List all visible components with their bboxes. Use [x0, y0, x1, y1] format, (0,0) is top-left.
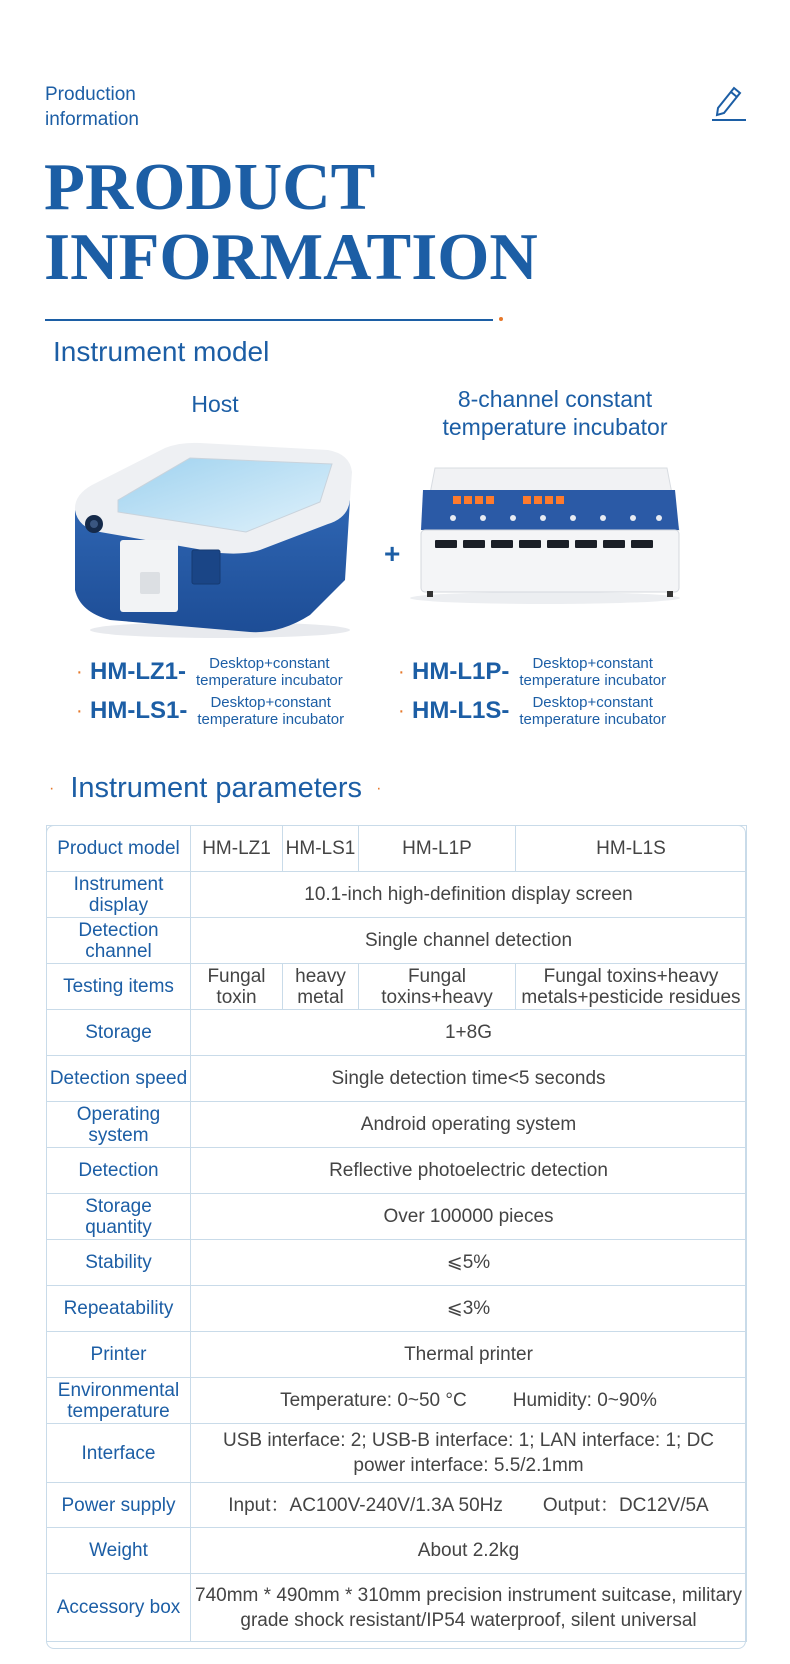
row-label: Power supply [47, 1483, 191, 1528]
label-line: Instrument [73, 873, 164, 895]
bullet-dot: · [76, 660, 83, 683]
table-row [47, 872, 747, 918]
row-label: Detection speed [47, 1056, 191, 1102]
humidity-value: Humidity: 0~90% [512, 1390, 657, 1411]
table-cell: ⩽3% [191, 1286, 747, 1332]
row-label: Printer [47, 1332, 191, 1378]
description-line: Desktop+constant [210, 694, 331, 711]
list-item [76, 655, 343, 689]
plus-sign: + [384, 538, 401, 569]
label-line: system [88, 1124, 149, 1146]
table-row [47, 1378, 747, 1424]
cell-line: toxins+heavy [381, 986, 493, 1008]
title-divider [45, 319, 493, 321]
model-code: HM-L1S- [412, 697, 510, 724]
label-line: Environmental [57, 1379, 180, 1401]
table-cell: 10.1-inch high-definition display screen [191, 872, 747, 918]
row-label: Product model [47, 826, 191, 872]
bullet-dot: · [398, 660, 405, 683]
label-line: channel [85, 940, 152, 962]
title-line-2: INFORMATION [44, 220, 538, 294]
cell-line: Fungal [407, 965, 467, 987]
table-row [47, 1102, 747, 1148]
cell-line: power interface: 5.5/2.1mm [353, 1455, 584, 1476]
power-output: Output：DC12V/5A [542, 1494, 709, 1516]
description-line: temperature incubator [195, 672, 343, 689]
parameters-heading-text: Instrument parameters [70, 772, 363, 804]
page-title [44, 152, 538, 292]
description-line: temperature incubator [519, 711, 667, 728]
table-cell: Over 100000 pieces [191, 1194, 747, 1240]
table-row [47, 1010, 747, 1056]
table-cell [191, 1483, 747, 1528]
table-cell [191, 1378, 747, 1424]
title-line-1: PRODUCT [44, 150, 376, 224]
cell-line: metal [297, 986, 344, 1008]
label-line: Operating [76, 1103, 161, 1125]
row-label: Stability [47, 1240, 191, 1286]
table-row [47, 1240, 747, 1286]
table-cell [359, 964, 516, 1010]
cell-line: 740mm * 490mm * 310mm precision instrument suitcase, military [195, 1584, 742, 1606]
table-cell: ⩽5% [191, 1240, 747, 1286]
table-row [47, 918, 747, 964]
subtitle-line-2: information [45, 109, 139, 130]
cell-line: toxin [216, 986, 257, 1008]
incubator-heading-line-1: 8-channel constant [457, 386, 653, 412]
row-label [47, 872, 191, 918]
bullet-dot: · [398, 699, 405, 722]
cell-line: Fungal toxins+heavy [543, 965, 719, 987]
row-label: Detection [47, 1148, 191, 1194]
divider-dot [499, 317, 503, 321]
table-row [47, 1148, 747, 1194]
row-label: Storage [47, 1010, 191, 1056]
table-row [47, 964, 747, 1010]
instrument-parameters-heading [45, 772, 381, 805]
description-line: Desktop+constant [209, 655, 330, 672]
model-code: HM-LZ1- [90, 658, 186, 685]
row-label: Weight [47, 1528, 191, 1574]
list-item [76, 694, 344, 728]
row-label [47, 1102, 191, 1148]
table-cell: Single detection time<5 seconds [191, 1056, 747, 1102]
description-line: temperature incubator [197, 711, 345, 728]
table-cell: Reflective photoelectric detection [191, 1148, 747, 1194]
cell-line: heavy [295, 965, 346, 987]
temperature-value: Temperature: 0~50 °C [280, 1390, 467, 1411]
table-cell [191, 964, 283, 1010]
table-cell: Thermal printer [191, 1332, 747, 1378]
parameters-table [46, 825, 747, 1642]
incubator-heading [410, 385, 700, 441]
model-description [519, 694, 666, 728]
table-cell: Android operating system [191, 1102, 747, 1148]
incubator-heading-line-2: temperature incubator [442, 414, 668, 440]
row-label: Testing items [47, 964, 191, 1010]
table-cell: HM-LS1 [283, 826, 359, 872]
label-line: Storage [85, 1195, 152, 1217]
table-row [47, 1332, 747, 1378]
cell-line: Fungal [207, 965, 266, 987]
table-row [47, 1194, 747, 1240]
cell-line: metals+pesticide residues [521, 986, 741, 1008]
table-row [47, 1574, 747, 1642]
row-label: Accessory box [47, 1574, 191, 1642]
label-line: display [88, 894, 149, 916]
table-row [47, 1528, 747, 1574]
table-cell [191, 1424, 747, 1483]
host-device-image [70, 440, 360, 640]
table-row [47, 1056, 747, 1102]
model-code: HM-LS1- [90, 697, 188, 724]
table-cell [516, 964, 747, 1010]
table-row [47, 1483, 747, 1528]
subtitle-line-1: Production [45, 84, 136, 105]
table-cell: 1+8G [191, 1010, 747, 1056]
description-line: Desktop+constant [532, 655, 653, 672]
cell-line: USB interface: 2; USB-B interface: 1; LAN interface: 1; DC [222, 1430, 715, 1451]
bullet-dot: · [49, 779, 55, 797]
bullet-dot: · [76, 699, 83, 722]
section-subtitle [45, 82, 139, 132]
model-description [196, 655, 343, 689]
table-cell: About 2.2kg [191, 1528, 747, 1574]
list-item [398, 655, 666, 689]
bullet-dot: · [376, 779, 382, 797]
table-cell [283, 964, 359, 1010]
description-line: Desktop+constant [532, 694, 653, 711]
instrument-model-heading: Instrument model [53, 336, 270, 367]
cell-line: grade shock resistant/IP54 waterproof, silent universal [240, 1609, 697, 1631]
label-line: quantity [85, 1216, 152, 1238]
table-cell: HM-LZ1 [191, 826, 283, 872]
row-label [47, 1378, 191, 1424]
row-label [47, 918, 191, 964]
model-code: HM-L1P- [412, 658, 510, 685]
description-line: temperature incubator [519, 672, 667, 689]
incubator-device-image [405, 460, 685, 610]
table-cell: HM-L1P [359, 826, 516, 872]
table-row [47, 1424, 747, 1483]
label-line: Detection [78, 919, 159, 941]
model-description [197, 694, 344, 728]
table-cell: HM-L1S [516, 826, 747, 872]
row-label [47, 1194, 191, 1240]
table-row [47, 826, 747, 872]
pencil-icon [710, 82, 748, 122]
list-item [398, 694, 666, 728]
row-label: Repeatability [47, 1286, 191, 1332]
model-description [519, 655, 666, 689]
table-cell [191, 1574, 747, 1642]
host-heading: Host [191, 391, 239, 417]
label-line: temperature [67, 1400, 170, 1422]
power-input: Input：AC100V-240V/1.3A 50Hz [228, 1494, 503, 1516]
table-cell: Single channel detection [191, 918, 747, 964]
row-label: Interface [47, 1424, 191, 1483]
table-row [47, 1286, 747, 1332]
